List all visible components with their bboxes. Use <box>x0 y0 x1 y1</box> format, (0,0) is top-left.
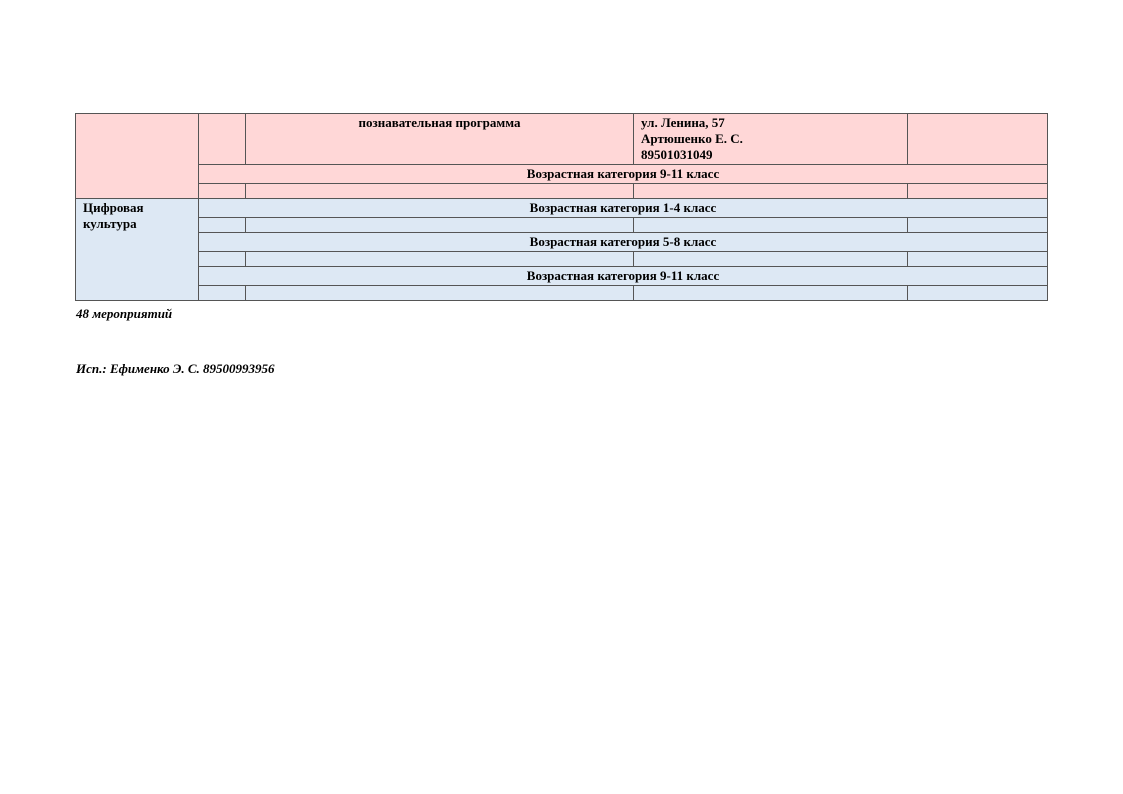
program-cell: познавательная программа <box>246 114 634 165</box>
events-table <box>75 113 1048 301</box>
responsible-line: Артюшенко Е. С. <box>641 131 743 146</box>
author-note: Исп.: Ефименко Э. С. 89500993956 <box>76 361 275 376</box>
age-category-label: Возрастная категория 1-4 класс <box>199 199 1048 218</box>
empty-cell <box>908 252 1048 267</box>
empty-cell <box>199 286 246 301</box>
empty-cell <box>199 252 246 267</box>
empty-cell <box>199 184 246 199</box>
direction-cell: Цифровая культура <box>76 199 199 301</box>
age-category-label: Возрастная категория 9-11 класс <box>199 165 1048 184</box>
empty-cell <box>908 184 1048 199</box>
age-category-row <box>76 267 1048 286</box>
empty-cell <box>634 184 908 199</box>
empty-cell <box>246 286 634 301</box>
table-row <box>76 114 1048 165</box>
table-row <box>76 218 1048 233</box>
table-row <box>76 286 1048 301</box>
age-category-label: Возрастная категория 9-11 класс <box>199 267 1048 286</box>
address-line: ул. Ленина, 57 <box>641 115 725 130</box>
table-row <box>76 184 1048 199</box>
age-category-row <box>76 165 1048 184</box>
empty-cell <box>908 286 1048 301</box>
age-category-row <box>76 233 1048 252</box>
empty-cell <box>908 218 1048 233</box>
phone-line: 89501031049 <box>641 147 713 162</box>
empty-cell <box>634 286 908 301</box>
empty-cell <box>246 252 634 267</box>
empty-cell <box>246 218 634 233</box>
empty-cell <box>246 184 634 199</box>
address-cell <box>634 114 908 165</box>
events-total: 48 мероприятий <box>76 306 173 321</box>
direction-cell <box>76 114 199 199</box>
number-cell <box>199 114 246 165</box>
age-category-row <box>76 199 1048 218</box>
empty-cell <box>634 218 908 233</box>
empty-cell <box>634 252 908 267</box>
empty-cell <box>199 218 246 233</box>
empty-cell <box>908 114 1048 165</box>
age-category-label: Возрастная категория 5-8 класс <box>199 233 1048 252</box>
table-row <box>76 252 1048 267</box>
